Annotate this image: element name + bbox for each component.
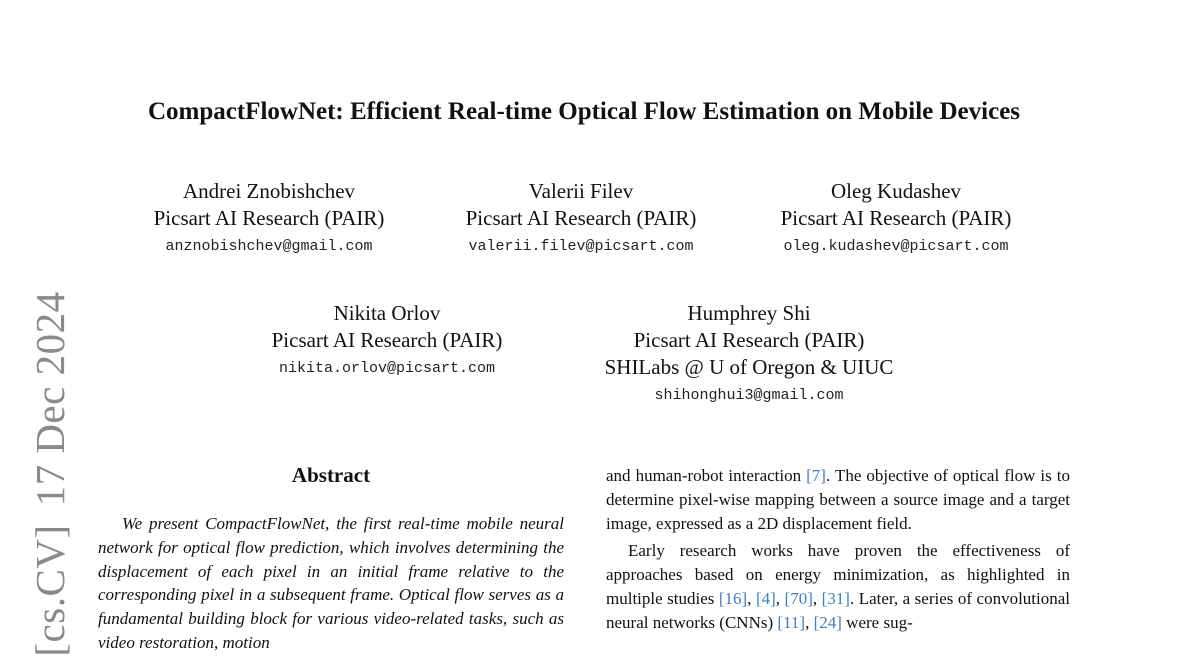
- author-name: Oleg Kudashev: [830, 179, 962, 203]
- author-affiliation: Picsart AI Research (PAIR): [633, 328, 865, 352]
- abstract-section: [98, 462, 564, 655]
- author-affiliation-secondary: SHILabs @ U of Oregon & UIUC: [604, 355, 894, 379]
- intro-paragraph: [606, 464, 1070, 535]
- author-affiliation: Picsart AI Research (PAIR): [271, 328, 503, 352]
- abstract-text: We present CompactFlowNet, the first real-time mobile neural network for optical flow prediction, which involves determining the displacement of each pixel in an initial frame relative to the corresponding pixel in a subsequent frame. Optical flow serves as a fundamental building block for various video-related tasks, such as video restoration, motion: [98, 514, 564, 652]
- arxiv-date: 17 Dec 2024: [27, 291, 73, 507]
- author-block: [751, 178, 1041, 262]
- abstract-heading: Abstract: [291, 463, 371, 487]
- paper-title: CompactFlowNet: Efficient Real-time Optical Flow Estimation on Mobile Devices: [147, 98, 1021, 125]
- intro-text: and human-robot interaction: [606, 466, 807, 485]
- author-affiliation: Picsart AI Research (PAIR): [465, 206, 697, 230]
- citation-link[interactable]: [31]: [821, 588, 850, 608]
- arxiv-category: [cs.CV]: [27, 524, 73, 657]
- author-email[interactable]: valerii.filev@picsart.com: [468, 238, 694, 255]
- citation-link[interactable]: [4]: [755, 588, 776, 608]
- intro-text: were sug-: [841, 612, 913, 632]
- intro-text: Early research works have proven the effectiveness of approaches based on energy minimization, as highlighted in multiple studies: [606, 541, 1070, 608]
- author-email[interactable]: anznobishchev@gmail.com: [165, 238, 373, 255]
- author-email[interactable]: nikita.orlov@picsart.com: [278, 360, 496, 377]
- intro-text: ,: [812, 588, 822, 608]
- author-name: Humphrey Shi: [687, 301, 811, 325]
- citation-link[interactable]: [16]: [718, 588, 748, 608]
- citation-link[interactable]: [70]: [784, 588, 813, 608]
- citation-link[interactable]: [24]: [813, 612, 842, 632]
- intro-text: . Later, a series of convolutional neural networks (CNNs): [606, 588, 1071, 632]
- author-block: [242, 300, 532, 384]
- author-email[interactable]: shihonghui3@gmail.com: [654, 387, 844, 404]
- introduction-column: [606, 464, 1070, 635]
- intro-text: ,: [775, 588, 785, 608]
- citation-link[interactable]: [11]: [777, 612, 806, 632]
- author-name: Nikita Orlov: [333, 301, 441, 325]
- arxiv-identifier: [26, 291, 74, 656]
- intro-text: . The objective of optical flow is to determine pixel-wise mapping between a source image and a target image, expressed as a 2D displacement field.: [606, 466, 1070, 533]
- author-email[interactable]: oleg.kudashev@picsart.com: [783, 238, 1009, 255]
- author-affiliation: Picsart AI Research (PAIR): [153, 206, 385, 230]
- intro-text: ,: [805, 612, 814, 632]
- author-block: [436, 178, 726, 262]
- author-name: Valerii Filev: [528, 179, 634, 203]
- author-affiliation: Picsart AI Research (PAIR): [780, 206, 1012, 230]
- intro-paragraph: [606, 539, 1070, 634]
- author-block: [574, 300, 924, 411]
- citation-link[interactable]: [7]: [806, 466, 826, 485]
- author-block: [124, 178, 414, 262]
- author-name: Andrei Znobishchev: [182, 179, 356, 203]
- intro-text: ,: [747, 588, 756, 608]
